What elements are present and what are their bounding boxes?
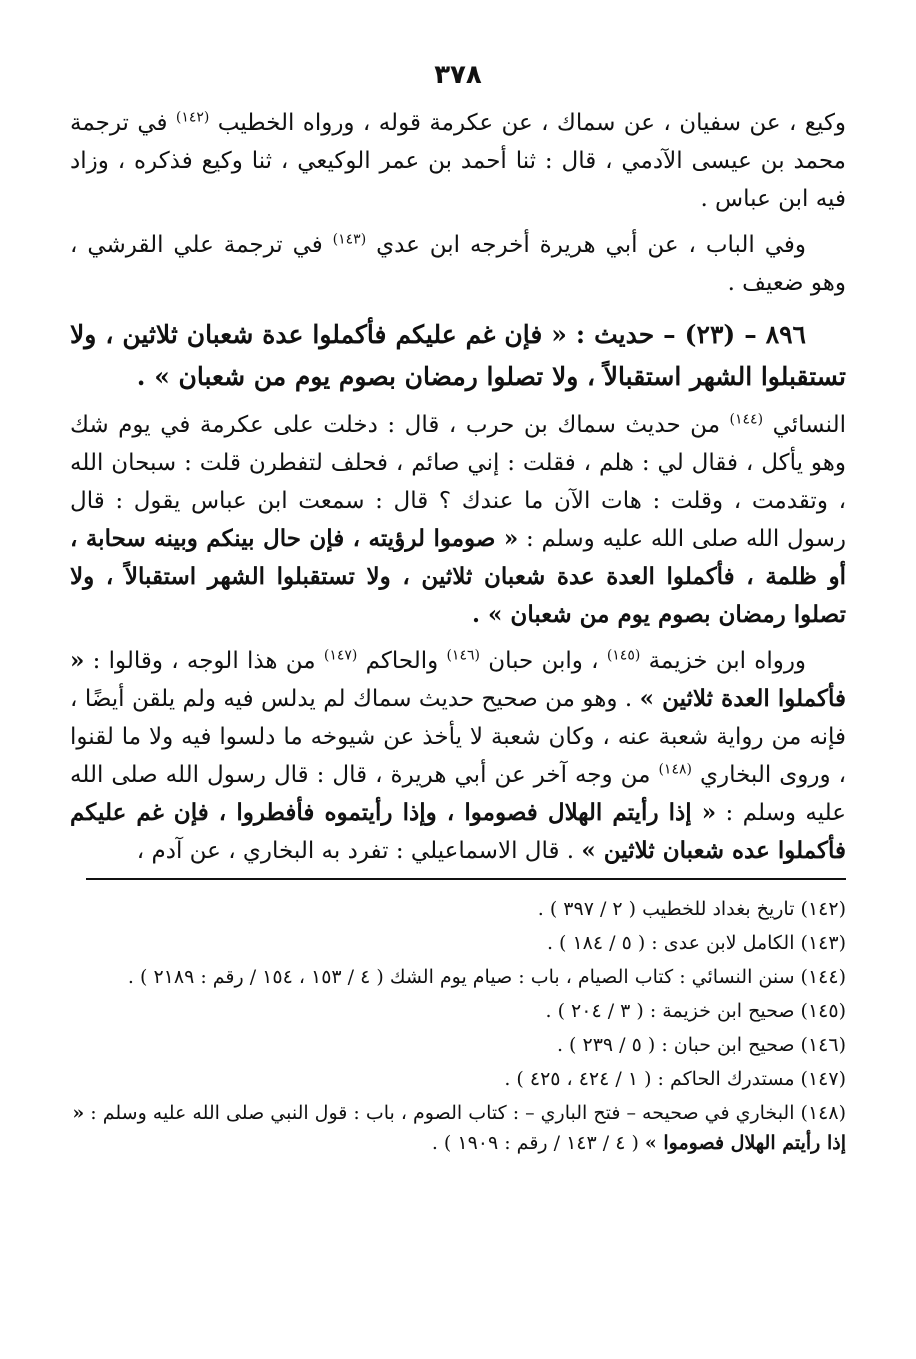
footnote-ref: (١٤٢) <box>175 109 210 126</box>
paragraph-text: وفي الباب ، عن أبي هريرة أخرجه ابن عدي <box>376 232 806 258</box>
footnote-text: ( ٤ / ١٤٣ / رقم : ١٩٠٩ ) . <box>431 1132 645 1154</box>
paragraph-text: والحاكم <box>365 648 447 674</box>
hadith-quote: « فأكملوا العدة ثلاثين » <box>70 647 846 712</box>
footnote-ref: (١٤٦) <box>446 647 480 664</box>
footnote-ref: (١٤٣) <box>332 231 367 248</box>
paragraph-text: في ترجمة محمد بن عيسى الآدمي ، قال : ثنا أحمد بن عمر الوكيعي ، ثنا وكيع فذكره ، وزاد فيه ابن عباس . <box>70 110 846 212</box>
footnote-ref: (١٤٧) <box>323 647 358 664</box>
hadith-quote: « صوموا لرؤيته ، فإن حال بينكم وبينه سحابة ، أو ظلمة ، فأكملوا العدة عدة شعبان ثلاثين ، ولا تستقبلوا الشهر استقبالاً ، ولا تصلوا رمضان بصوم يوم من شعبان » . <box>70 525 846 628</box>
hadith-heading: ٨٩٦ – (٢٣) – حديث : « فإن غم عليكم فأكملوا عدة شعبان ثلاثين ، ولا تستقبلوا الشهر استقبالاً ، ولا تصلوا رمضان بصوم يوم من شعبان » . <box>70 320 846 391</box>
footnote-quote: « إذا رأيتم الهلال فصوموا » <box>72 1102 846 1154</box>
footnote-divider <box>86 878 846 880</box>
paragraph-text: من هذا الوجه ، وقالوا : <box>84 648 324 674</box>
paragraph-text: ورواه ابن خزيمة <box>648 648 807 674</box>
footnote-text: (١٤٨) البخاري في صحيحه – فتح الباري – : كتاب الصوم ، باب : قول النبي صلى الله عليه وسلم : <box>84 1102 846 1124</box>
page-number: ٣٧٨ <box>434 60 482 90</box>
paragraph-1 <box>70 104 846 218</box>
paragraph-text: . وهو من صحيح حديث سماك لم يدلس فيه ولم يلقن أيضًا ، فإنه من رواية شعبة عنه ، وكان شعبة لا يأخذ عن شيوخه ما دلسوا فيه ولا ما لقنوا ، وروى البخاري <box>70 686 846 788</box>
paragraph-text: وكيع ، عن سفيان ، عن سماك ، عن عكرمة قوله ، ورواه الخطيب <box>217 110 846 136</box>
footnote-146: (١٤٦) صحيح ابن حبان : ( ٥ / ٢٣٩ ) . <box>556 1034 846 1056</box>
footnote-144: (١٤٤) سنن النسائي : كتاب الصيام ، باب : صيام يوم الشك ( ٤ / ١٥٣ ، ١٥٤ / رقم : ٢١٨٩ ) . <box>127 966 846 988</box>
footnote-ref: (١٤٥) <box>606 647 641 664</box>
footnote-143: (١٤٣) الكامل لابن عدى : ( ٥ / ١٨٤ ) . <box>546 932 846 954</box>
paragraph-text: . قال الاسماعيلي : تفرد به البخاري ، عن آدم ، <box>136 838 582 864</box>
paragraph-text: من وجه آخر عن أبي هريرة ، قال : قال رسول الله صلى الله عليه وسلم : <box>70 762 846 826</box>
hadith-quote: « إذا رأيتم الهلال فصوموا ، وإذا رأيتموه فأفطروا ، فإن غم عليكم فأكملوا عده شعبان ثلاثين » <box>70 799 846 864</box>
paragraph-3 <box>70 406 846 634</box>
document-page <box>70 40 846 1162</box>
footnote-148 <box>70 1098 846 1158</box>
footnote-ref: (١٤٨) <box>658 761 692 778</box>
footnotes <box>70 894 846 1158</box>
paragraph-text: في ترجمة علي القرشي ، وهو ضعيف . <box>70 232 846 296</box>
footnote-145: (١٤٥) صحيح ابن خزيمة : ( ٣ / ٢٠٤ ) . <box>545 1000 846 1022</box>
footnote-ref: (١٤٤) <box>729 411 764 428</box>
footnote-142: (١٤٢) تاريخ بغداد للخطيب ( ٢ / ٣٩٧ ) . <box>537 898 846 920</box>
footnote-147: (١٤٧) مستدرك الحاكم : ( ١ / ٤٢٤ ، ٤٢٥ ) . <box>504 1068 846 1090</box>
paragraph-text: النسائي <box>772 412 846 438</box>
paragraph-4 <box>70 642 846 870</box>
paragraph-2 <box>70 226 846 302</box>
paragraph-text: من حديث سماك بن حرب ، قال : دخلت على عكرمة في يوم شك وهو يأكل ، فقال لي : هلم ، فقلت : إني صائم ، فحلف لتفطرن قلت : سبحان الله ، وتقدمت ، وقلت : هات الآن ما عندك ؟ قال : سمعت ابن عباس يقول : قال رسول الله صلى الله عليه وسلم : <box>70 412 846 552</box>
paragraph-text: ، وابن حبان <box>488 648 607 674</box>
